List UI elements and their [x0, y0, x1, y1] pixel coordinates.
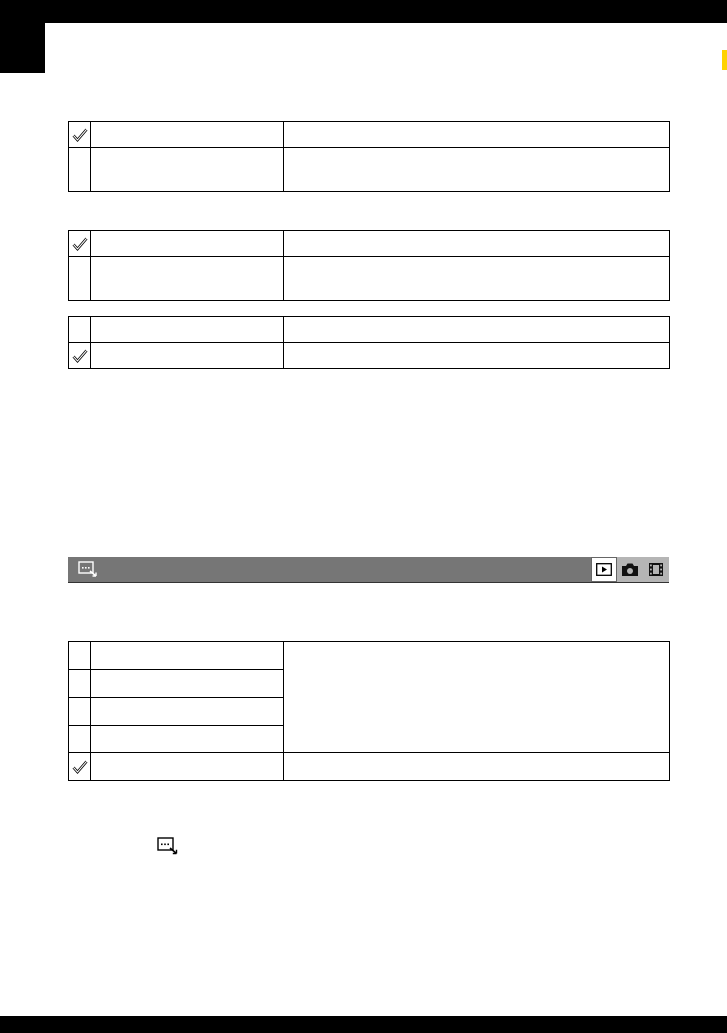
option-label	[91, 122, 284, 148]
option-label	[91, 753, 284, 781]
row-check-cell	[69, 642, 91, 670]
option-description	[284, 122, 670, 148]
mode-indicators	[591, 557, 669, 582]
table-row[interactable]	[69, 317, 670, 343]
table-row[interactable]	[69, 343, 670, 369]
slideshow-effect-icon	[78, 561, 98, 583]
options-table-1	[68, 121, 670, 192]
checkmark-icon	[72, 760, 88, 774]
options-table-4	[68, 641, 670, 781]
table-row[interactable]	[69, 148, 670, 192]
option-description	[284, 148, 670, 192]
movie-mode-icon	[643, 557, 669, 582]
option-description	[284, 753, 670, 781]
row-check-cell	[69, 753, 91, 781]
row-check-cell	[69, 343, 91, 369]
row-check-cell	[69, 317, 91, 343]
table-row[interactable]	[69, 122, 670, 148]
option-label	[91, 698, 284, 726]
camera-mode-icon	[617, 557, 643, 582]
page-corner-block	[0, 23, 45, 73]
row-check-cell	[69, 698, 91, 726]
option-description	[284, 642, 670, 753]
row-check-cell	[69, 231, 91, 257]
row-check-cell	[69, 726, 91, 753]
option-label	[91, 670, 284, 698]
playback-mode-icon	[591, 557, 617, 582]
table-row[interactable]	[69, 257, 670, 301]
option-description	[284, 317, 670, 343]
table-row[interactable]	[69, 753, 670, 781]
checkmark-icon	[72, 128, 88, 142]
option-label	[91, 726, 284, 753]
row-check-cell	[69, 122, 91, 148]
table-row[interactable]	[69, 642, 670, 670]
row-check-cell	[69, 670, 91, 698]
top-black-bar	[0, 0, 727, 23]
option-label	[91, 642, 284, 670]
setting-header-bar	[68, 557, 669, 583]
options-table-3	[68, 316, 670, 369]
row-check-cell	[69, 148, 91, 192]
option-description	[284, 257, 670, 301]
section-edge-tab	[722, 50, 727, 70]
option-label	[91, 231, 284, 257]
option-label	[91, 317, 284, 343]
options-table-2	[68, 230, 670, 301]
row-check-cell	[69, 257, 91, 301]
option-label	[91, 148, 284, 192]
bottom-black-bar	[0, 1016, 727, 1033]
option-label	[91, 343, 284, 369]
slideshow-effect-icon	[157, 837, 179, 860]
option-label	[91, 257, 284, 301]
checkmark-icon	[72, 237, 88, 251]
checkmark-icon	[72, 349, 88, 363]
table-row[interactable]	[69, 231, 670, 257]
option-description	[284, 231, 670, 257]
option-description	[284, 343, 670, 369]
